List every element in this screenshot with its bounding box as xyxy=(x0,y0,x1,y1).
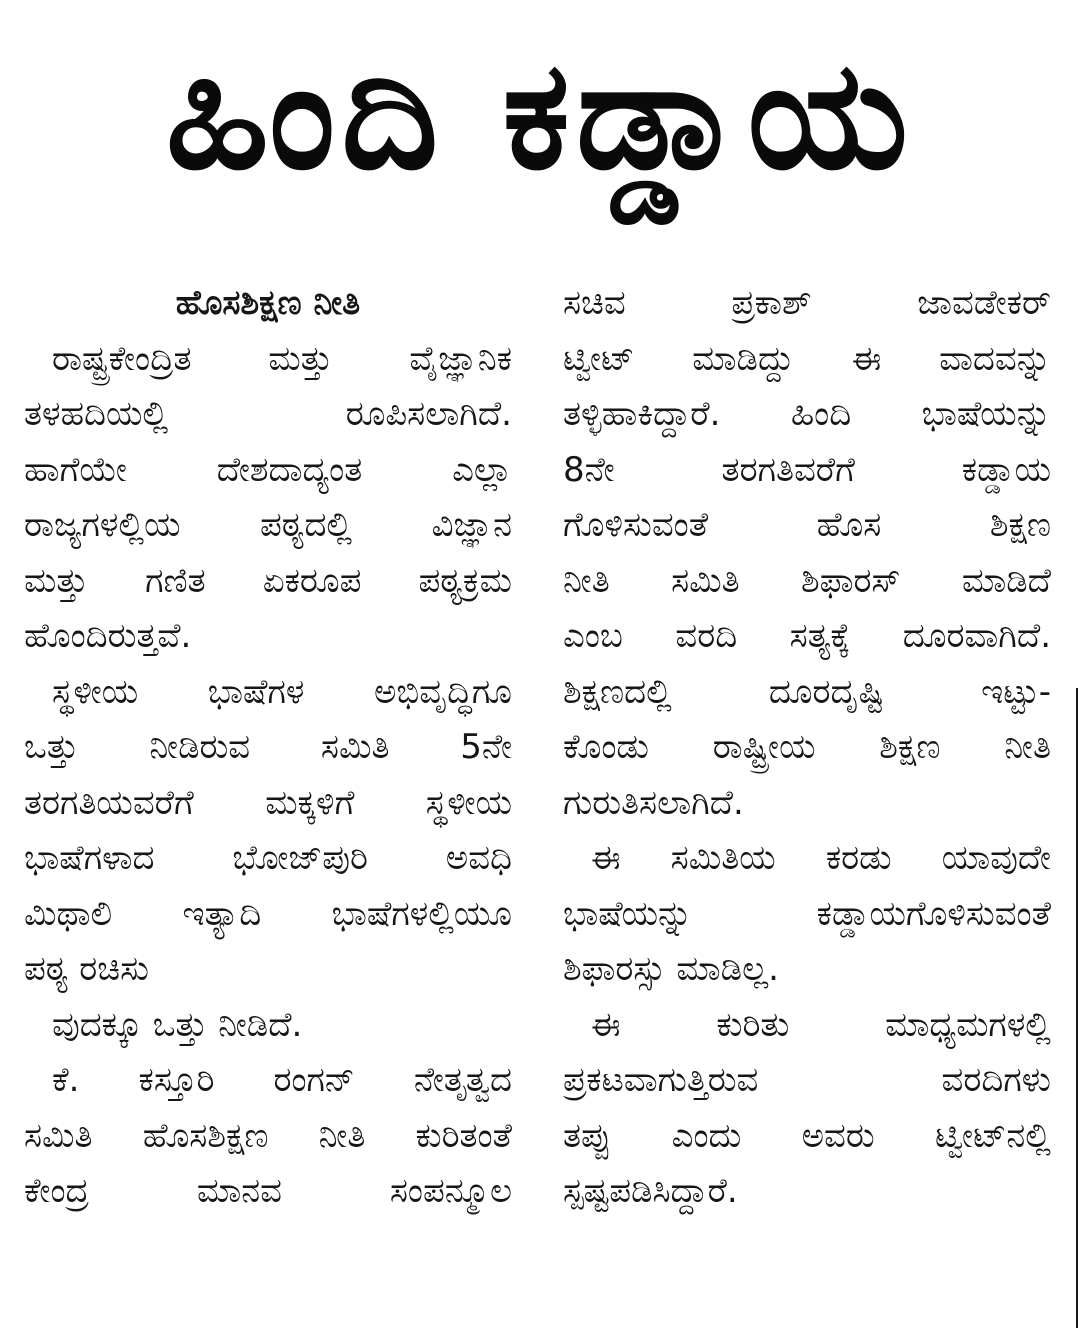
paragraph-line: ಗುರುತಿಸಲಾಗಿದೆ. xyxy=(563,782,744,823)
paragraph-line: ನೀತಿ ಸಮಿತಿ ಶಿಫಾರಸ್ ಮಾಡಿದೆ xyxy=(563,560,1051,601)
paragraph-line: ಪ್ರಕಟವಾಗುತ್ತಿರುವ ವರದಿಗಳು xyxy=(563,1060,1051,1100)
paragraph-line: ಹಾಗೆಯೇ ದೇಶದಾದ್ಯಂತ ಎಲ್ಲಾ xyxy=(24,449,512,490)
paragraph-line: ತರಗತಿಯವರೆಗೆ ಮಕ್ಕಳಿಗೆ ಸ್ಥಳೀಯ xyxy=(24,782,512,823)
left-column xyxy=(24,276,512,1220)
paragraph-line: ಮಿಥಾಲಿ ಇತ್ಯಾದಿ ಭಾಷೆಗಳಲ್ಲಿಯೂ xyxy=(24,893,512,934)
paragraph-line: ಕೆ. ಕಸ್ತೂರಿ ರಂಗನ್ ನೇತೃತ್ವದ xyxy=(52,1060,512,1100)
paragraph-line: ಸ್ಪಷ್ಟಪಡಿಸಿದ್ದಾರೆ. xyxy=(563,1171,738,1211)
paragraph-line: ಮತ್ತು ಗಣಿತ ಏಕರೂಪ ಪಠ್ಯಕ್ರಮ xyxy=(24,560,512,601)
paragraph-line: ಸಚಿವ ಪ್ರಕಾಶ್ ಜಾವಡೇಕರ್ xyxy=(563,283,1051,323)
paragraph-line: ರಾಜ್ಯಗಳಲ್ಲಿಯ ಪಠ್ಯದಲ್ಲಿ ವಿಜ್ಞಾನ xyxy=(24,505,512,545)
paragraph-line: ಈ ಸಮಿತಿಯ ಕರಡು ಯಾವುದೇ xyxy=(591,838,1051,878)
paragraph-line: 8ನೇ ತರಗತಿವರೆಗೆ ಕಡ್ಡಾಯ xyxy=(563,449,1051,490)
paragraph-line: ಹೊಂದಿರುತ್ತವೆ. xyxy=(24,616,192,656)
paragraph-line: ರಾಷ್ಟ್ರಕೇಂದ್ರಿತ ಮತ್ತು ವೈಜ್ಞಾನಿಕ xyxy=(52,338,512,379)
paragraph-line: ಎಂಬ ವರದಿ ಸತ್ಯಕ್ಕೆ ದೂರವಾಗಿದೆ. xyxy=(563,616,1051,656)
paragraph-line: ವುದಕ್ಕೂ ಒತ್ತು ನೀಡಿದೆ. xyxy=(52,1004,303,1045)
paragraph-line: ಸಮಿತಿ ಹೊಸಶಿಕ್ಷಣ ನೀತಿ ಕುರಿತಂತೆ xyxy=(24,1115,512,1156)
paragraph-line: ಪಠ್ಯ ರಚಿಸು xyxy=(24,949,149,989)
paragraph-line: ಶಿಕ್ಷಣದಲ್ಲಿ ದೂರದೃಷ್ಟಿ ಇಟ್ಟು- xyxy=(563,671,1051,712)
paragraph-line: ಶಿಫಾರಸ್ಸು ಮಾಡಿಲ್ಲ. xyxy=(563,949,779,989)
paragraph-line: ತಳಹದಿಯಲ್ಲಿ ರೂಪಿಸಲಾಗಿದೆ. xyxy=(24,394,512,434)
paragraph-line: ಈ ಕುರಿತು ಮಾಧ್ಯಮಗಳಲ್ಲಿ xyxy=(591,1004,1051,1045)
paragraph-line: ತಳ್ಳಿಹಾಕಿದ್ದಾರೆ. ಹಿಂದಿ ಭಾಷೆಯನ್ನು xyxy=(563,394,1051,434)
paragraph-line: ಭಾಷೆಗಳಾದ ಭೋಜ್‌ಪುರಿ ಅವಧಿ xyxy=(24,838,512,878)
headline: ಹಿಂದಿ ಕಡ್ಡಾಯ xyxy=(165,27,915,203)
paragraph-line: ಕೇಂದ್ರ ಮಾನವ ಸಂಪನ್ಮೂಲ xyxy=(24,1171,512,1211)
paragraph-line: ಟ್ವೀಟ್ ಮಾಡಿದ್ದು ಈ ವಾದವನ್ನು xyxy=(563,338,1051,379)
paragraph-line: ಕೊಂಡು ರಾಷ್ಟ್ರೀಯ ಶಿಕ್ಷಣ ನೀತಿ xyxy=(563,727,1051,767)
paragraph-line: ಸ್ಥಳೀಯ ಭಾಷೆಗಳ ಅಭಿವೃದ್ಧಿಗೂ xyxy=(52,671,512,712)
paragraph-line: ತಪ್ಪು ಎಂದು ಅವರು ಟ್ವೀಟ್‌ನಲ್ಲಿ xyxy=(563,1115,1051,1156)
right-column xyxy=(563,276,1051,1220)
paragraph-line: ಗೊಳಿಸುವಂತೆ ಹೊಸ ಶಿಕ್ಷಣ xyxy=(563,505,1051,545)
paragraph-line: ಭಾಷೆಯನ್ನು ಕಡ್ಡಾಯಗೊಳಿಸುವಂತೆ xyxy=(563,893,1051,934)
subheading: ಹೊಸಶಿಕ್ಷಣ ನೀತಿ xyxy=(175,283,361,323)
paragraph-line: ಒತ್ತು ನೀಡಿರುವ ಸಮಿತಿ 5ನೇ xyxy=(24,727,512,767)
page-edge-rule xyxy=(1076,688,1078,1328)
